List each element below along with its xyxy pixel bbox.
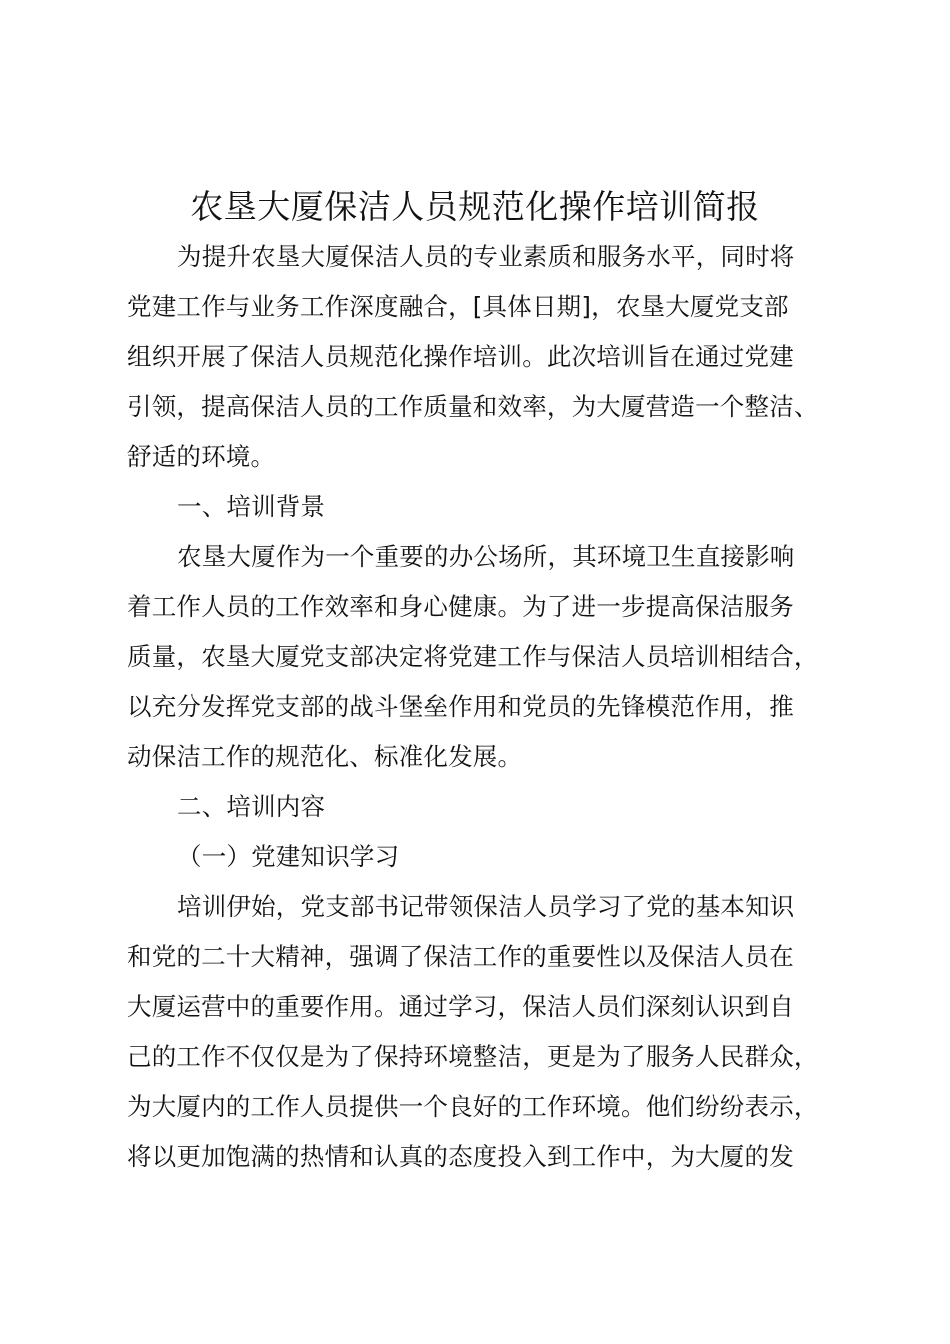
paragraph-line: 和党的二十大精神，强调了保洁工作的重要性以及保洁人员在 — [127, 942, 794, 971]
document-title: 农垦大厦保洁人员规范化操作培训简报 — [190, 187, 760, 226]
paragraph-line: 组织开展了保洁人员规范化操作培训。此次培训旨在通过党建 — [127, 342, 794, 371]
paragraph-line: 己的工作不仅仅是为了保持环境整洁，更是为了服务人民群众， — [127, 1042, 819, 1071]
paragraph-line: 为提升农垦大厦保洁人员的专业素质和服务水平，同时将 — [177, 242, 795, 271]
paragraph-line: 将以更加饱满的热情和认真的态度投入到工作中，为大厦的发 — [127, 1142, 794, 1171]
section-heading: 二、培训内容 — [177, 792, 326, 821]
paragraph-line: 质量，农垦大厦党支部决定将党建工作与保洁人员培训相结合， — [127, 642, 819, 671]
section-heading: 一、培训背景 — [177, 492, 326, 521]
paragraph-line: 培训伊始，党支部书记带领保洁人员学习了党的基本知识 — [177, 892, 795, 921]
paragraph-line: 党建工作与业务工作深度融合，[具体日期]，农垦大厦党支部 — [127, 292, 789, 321]
paragraph-line: 为大厦内的工作人员提供一个良好的工作环境。他们纷纷表示， — [127, 1092, 819, 1121]
paragraph-line: 舒适的环境。 — [127, 442, 276, 471]
paragraph-line: 动保洁工作的规范化、标准化发展。 — [127, 742, 523, 771]
document-body — [127, 232, 832, 1182]
paragraph-line: 大厦运营中的重要作用。通过学习，保洁人员们深刻认识到自 — [127, 992, 794, 1021]
paragraph-line: 引领，提高保洁人员的工作质量和效率，为大厦营造一个整洁、 — [127, 392, 819, 421]
subsection-heading: （一）党建知识学习 — [177, 842, 400, 871]
paragraph-line: 着工作人员的工作效率和身心健康。为了进一步提高保洁服务 — [127, 592, 794, 621]
paragraph-line: 农垦大厦作为一个重要的办公场所，其环境卫生直接影响 — [177, 542, 795, 571]
paragraph-line: 以充分发挥党支部的战斗堡垒作用和党员的先锋模范作用，推 — [127, 692, 794, 721]
